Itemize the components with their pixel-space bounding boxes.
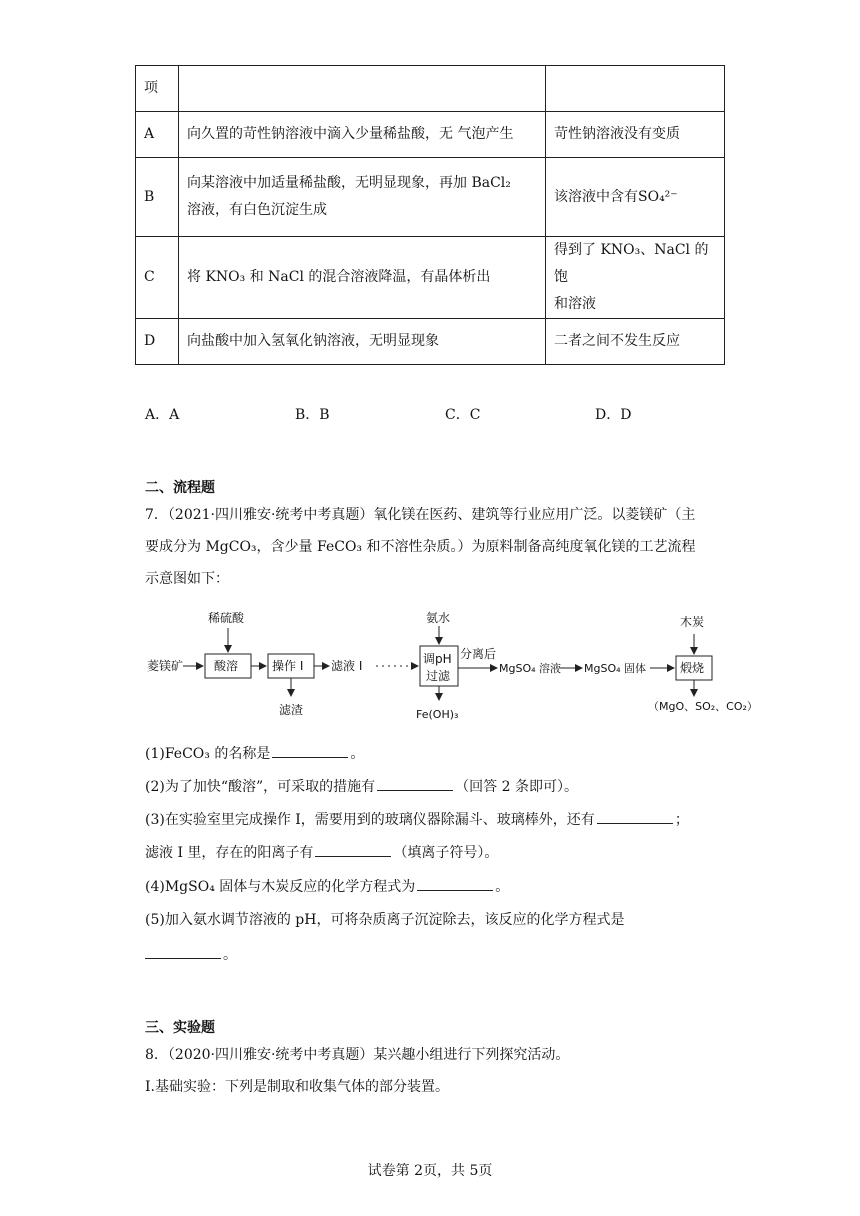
- sub-question-text: 滤液 I 里，存在的阳离子有: [145, 845, 314, 861]
- section-heading: 三、实验题: [145, 1020, 215, 1036]
- answer-blank[interactable]: [315, 842, 391, 857]
- sub-question-2: [145, 776, 578, 797]
- sub-question-5-cont: [145, 944, 237, 965]
- sub-question-text: ；: [674, 812, 689, 828]
- page-footer: 试卷第 2页，共 5页: [367, 1163, 493, 1179]
- answer-blank[interactable]: [272, 743, 348, 758]
- table-row: [136, 319, 725, 365]
- flow-products-label: （MgO、SO₂、CO₂）: [648, 700, 758, 713]
- table-header-row: [136, 66, 725, 112]
- header-cell-item: 项: [136, 66, 179, 112]
- flow-adjust-ph-label: 调pH: [423, 652, 452, 666]
- table-row: [136, 158, 725, 237]
- row-option: A: [136, 112, 179, 158]
- flow-acid-label: 稀硫酸: [208, 611, 245, 625]
- row-conclusion-line: 和溶液: [554, 296, 596, 312]
- question-text: 示意图如下：: [145, 571, 229, 587]
- row-option: D: [136, 319, 179, 365]
- question-text: I.基础实验：下列是制取和收集气体的部分装置。: [145, 1079, 449, 1095]
- row-option: C: [136, 237, 179, 319]
- sub-question-text: 。: [350, 746, 365, 762]
- row-operation-line: 向某溶液中加适量稀盐酸，无明显现象，再加 BaCl₂: [187, 175, 511, 191]
- flow-residue-label: 滤渣: [279, 703, 304, 717]
- sub-question-text: (4)MgSO₄ 固体与木炭反应的化学方程式为: [145, 879, 416, 895]
- row-conclusion: 二者之间不发生反应: [546, 319, 725, 365]
- question-text: 要成分为 MgCO₃，含少量 FeCO₃ 和不溶性杂质。）为原料制备高纯度氧化镁的工艺流程: [145, 539, 696, 555]
- sub-question-text: （回答 2 条即可）。: [455, 779, 578, 795]
- sub-question-1: [145, 743, 364, 764]
- question-text: 7．（2021·四川雅安·统考中考真题）氧化镁在医药、建筑等行业应用广泛。以菱镁矿（主: [145, 507, 696, 523]
- section-heading: 二、流程题: [145, 480, 215, 496]
- question-table: [135, 65, 725, 365]
- header-cell-operation: [179, 66, 546, 112]
- answer-blank[interactable]: [417, 876, 493, 891]
- sub-question-text: （填离子符号）。: [393, 845, 499, 861]
- table-row: [136, 112, 725, 158]
- flow-ammonia-label: 氨水: [426, 611, 451, 625]
- flow-after-separation-label: 分离后: [460, 647, 497, 661]
- answer-blank[interactable]: [597, 809, 673, 824]
- flow-operation1-label: 操作 I: [272, 659, 304, 673]
- row-option: B: [136, 158, 179, 237]
- row-operation-line: 溶液，有白色沉淀生成: [187, 202, 327, 218]
- choice-d[interactable]: D．D: [595, 407, 632, 423]
- sub-question-text: (2)为了加快“酸溶”，可采取的措施有: [145, 779, 376, 795]
- process-flow-diagram: [140, 606, 760, 726]
- answer-blank[interactable]: [377, 776, 453, 791]
- flow-filtrate-label: 滤液 I: [331, 659, 363, 673]
- row-operation: 向久置的苛性钠溶液中滴入少量稀盐酸，无 气泡产生: [179, 112, 546, 158]
- sub-question-text: 。: [495, 879, 510, 895]
- sub-question-text: (3)在实验室里完成操作 I，需要用到的玻璃仪器除漏斗、玻璃棒外，还有: [145, 812, 595, 828]
- choice-c[interactable]: C．C: [445, 407, 481, 423]
- row-operation: 向盐酸中加入氢氧化钠溶液，无明显现象: [179, 319, 546, 365]
- question-text: 8．（2020·四川雅安·统考中考真题）某兴趣小组进行下列探究活动。: [145, 1047, 570, 1063]
- flow-mgso4-solid-label: MgSO₄ 固体: [584, 662, 647, 675]
- flow-ore-label: 菱镁矿: [147, 659, 184, 673]
- sub-question-text: 。: [223, 947, 237, 963]
- row-conclusion: [546, 237, 725, 319]
- row-conclusion: 该溶液中含有SO₄²⁻: [546, 158, 725, 237]
- row-operation: 将 KNO₃ 和 NaCl 的混合溶液降温，有晶体析出: [179, 237, 546, 319]
- row-conclusion-line: 得到了 KNO₃、NaCl 的饱: [554, 242, 709, 285]
- flow-mgso4-solution-label: MgSO₄ 溶液: [499, 662, 562, 675]
- sub-question-5: (5)加入氨水调节溶液的 pH，可将杂质离子沉淀除去，该反应的化学方程式是: [145, 912, 625, 928]
- choice-a[interactable]: A．A: [145, 407, 180, 423]
- sub-question-3-cont: [145, 842, 498, 863]
- header-cell-conclusion: [546, 66, 725, 112]
- flow-charcoal-label: 木炭: [680, 615, 705, 629]
- flow-filter-label: 过滤: [426, 669, 451, 683]
- sub-question-3: [145, 809, 689, 830]
- answer-blank[interactable]: [145, 944, 221, 959]
- flow-dissolve-label: 酸溶: [214, 659, 239, 673]
- flow-precipitate-label: Fe(OH)₃: [416, 708, 459, 721]
- row-operation: [179, 158, 546, 237]
- sub-question-text: (1)FeCO₃ 的名称是: [145, 746, 271, 762]
- sub-question-4: [145, 876, 509, 897]
- choice-b[interactable]: B．B: [295, 407, 330, 423]
- row-conclusion: 苛性钠溶液没有变质: [546, 112, 725, 158]
- table-row: [136, 237, 725, 319]
- flow-calcine-label: 煅烧: [680, 661, 705, 675]
